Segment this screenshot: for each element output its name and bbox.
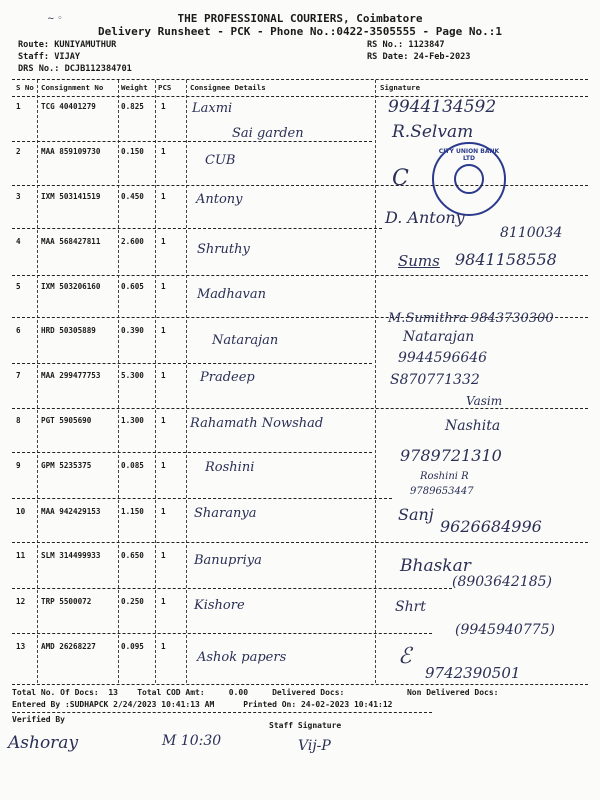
- row-consignee: CUB: [205, 153, 236, 168]
- row-pcs: 1: [161, 282, 166, 291]
- row-consignment: MAA 859109730: [41, 147, 101, 156]
- row-consignment: MAA 299477753: [41, 371, 101, 380]
- col-divider: [186, 80, 187, 683]
- row-sno: 6: [16, 326, 21, 335]
- scribble-mark: ~ ◦: [47, 14, 63, 24]
- company-title: THE PROFESSIONAL COURIERS, Coimbatore: [177, 12, 423, 25]
- row-signature-2: (9945940775): [455, 622, 555, 638]
- row-consignee: Antony: [196, 192, 243, 207]
- row-rule: [12, 588, 452, 589]
- row-signature-2: Vasim: [466, 394, 503, 408]
- rs-number: RS No.: 1123847: [367, 40, 445, 50]
- row-weight: 0.150: [121, 147, 144, 156]
- row-rule: [12, 228, 382, 229]
- verified-label: Verified By: [12, 715, 65, 724]
- route-label: Route: KUNIYAMUTHUR: [18, 40, 117, 50]
- row-sno: 5: [16, 282, 21, 291]
- row-pcs: 1: [161, 102, 166, 111]
- row-rule: [12, 408, 588, 409]
- row-consignment: TCG 40401279: [41, 102, 96, 111]
- staff-signature-label: Staff Signature: [269, 721, 342, 730]
- row-pcs: 1: [161, 642, 166, 651]
- drs-label: DRS No.: DCJB112384701: [18, 64, 132, 74]
- row-rule: [12, 185, 588, 186]
- row-consignee: Banupriya: [194, 553, 262, 568]
- col-consignment: Consignment No: [41, 83, 104, 92]
- col-divider: [375, 80, 376, 683]
- header-rule: [12, 96, 588, 97]
- row-signature-2: 8110034: [500, 225, 563, 241]
- row-signature: M.Sumithra 9843730300: [388, 311, 554, 326]
- row-signature-2: Roshini R: [420, 471, 469, 482]
- row-signature: 9789721310: [400, 446, 502, 465]
- row-weight: 0.250: [121, 597, 144, 606]
- route-block: [18, 39, 132, 75]
- row-consignee: Natarajan: [212, 333, 279, 348]
- col-weight: Weight: [121, 83, 148, 92]
- row-sno: 2: [16, 147, 21, 156]
- row-sno: 12: [16, 597, 26, 606]
- row-consignee: Ashok papers: [197, 650, 287, 665]
- row-consignment: MAA 568427811: [41, 237, 101, 246]
- row-sno: 13: [16, 642, 26, 651]
- row-rule: [12, 363, 372, 364]
- stamp-text: CITY UNION BANK LTD: [438, 148, 500, 162]
- row-weight: 1.300: [121, 416, 144, 425]
- row-sno: 11: [16, 551, 26, 560]
- table-bottom-rule: [12, 684, 588, 685]
- row-rule: [12, 452, 372, 453]
- row-signature: Sanj: [398, 505, 434, 524]
- row-pcs: 1: [161, 326, 166, 335]
- row-consignee: Kishore: [194, 598, 245, 613]
- row-signature-2: 9841158558: [455, 250, 557, 269]
- row-weight: 1.150: [121, 507, 144, 516]
- row-consignee: Rahamath Nowshad: [190, 416, 324, 431]
- row-weight: 0.825: [121, 102, 144, 111]
- row-consignee-line2: Sai garden: [232, 126, 304, 141]
- row-rule: [12, 633, 432, 634]
- row-pcs: 1: [161, 371, 166, 380]
- row-signature: Bhaskar: [400, 556, 471, 576]
- col-divider: [118, 80, 119, 683]
- row-rule: [12, 275, 588, 276]
- row-signature: S870771332: [390, 372, 480, 388]
- row-sno: 10: [16, 507, 26, 516]
- row-consignment: IXM 503141519: [41, 192, 101, 201]
- row-sno: 9: [16, 461, 21, 470]
- row-signature: Sums: [398, 252, 440, 270]
- row-sno: 4: [16, 237, 21, 246]
- row-weight: 0.085: [121, 461, 144, 470]
- rs-block: [367, 39, 470, 63]
- row-sno: 8: [16, 416, 21, 425]
- row-consignee: Sharanya: [194, 506, 257, 521]
- time-handwriting: M 10:30: [162, 733, 222, 749]
- col-sno: S No: [16, 83, 34, 92]
- verifier-signature: Ashoray: [8, 733, 79, 753]
- row-sno: 7: [16, 371, 21, 380]
- row-signature: 9742390501: [425, 664, 521, 682]
- row-rule: [12, 542, 588, 543]
- row-consignment: TRP 5500072: [41, 597, 92, 606]
- col-divider: [155, 80, 156, 683]
- staff-label: Staff: VIJAY: [18, 52, 81, 62]
- table-top-rule: [12, 79, 588, 80]
- footer-rule: [12, 712, 432, 713]
- col-signature: Signature: [380, 83, 421, 92]
- row-consignee: Pradeep: [200, 370, 255, 385]
- row-pcs: 1: [161, 507, 166, 516]
- row-consignee: Laxmi: [192, 101, 233, 116]
- row-pcs: 1: [161, 551, 166, 560]
- row-consignment: HRD 50305889: [41, 326, 96, 335]
- row-signature: 9944134592: [388, 97, 497, 117]
- row-consignment: GPM 5235375: [41, 461, 92, 470]
- row-signature-2: (8903642185): [452, 574, 552, 590]
- bank-stamp: [432, 142, 506, 216]
- row-consignment: MAA 942429153: [41, 507, 101, 516]
- row-consignee: Roshini: [205, 460, 255, 475]
- runsheet-title: Delivery Runsheet - PCK - Phone No.:0422-3505555 - Page No.:1: [98, 25, 502, 38]
- row-consignment: SLM 314499933: [41, 551, 101, 560]
- row-pcs: 1: [161, 237, 166, 246]
- row-signature-mark: ℰ: [398, 644, 412, 669]
- row-sno: 1: [16, 102, 21, 111]
- col-pcs: PCS: [158, 83, 172, 92]
- row-signature-3: 9944596646: [398, 350, 488, 366]
- row-consignment: AMD 26268227: [41, 642, 96, 651]
- row-consignment: IXM 503206160: [41, 282, 101, 291]
- row-rule: [12, 141, 372, 142]
- row-weight: 5.300: [121, 371, 144, 380]
- row-consignee: Shruthy: [197, 242, 250, 257]
- row-weight: 0.605: [121, 282, 144, 291]
- row-consignment: PGT 5905690: [41, 416, 92, 425]
- row-signature-3: 9789653447: [410, 486, 474, 497]
- row-consignee: Madhavan: [197, 287, 266, 302]
- row-signature: D. Antony: [385, 208, 465, 227]
- row-weight: 0.095: [121, 642, 144, 651]
- totals-line: Total No. Of Docs: 13 Total COD Amt: 0.00 Delivered Docs: Non Delivered Docs:: [12, 688, 499, 697]
- row-pcs: 1: [161, 147, 166, 156]
- row-weight: 0.390: [121, 326, 144, 335]
- row-pcs: 1: [161, 461, 166, 470]
- row-pcs: 1: [161, 192, 166, 201]
- rs-date: RS Date: 24-Feb-2023: [367, 52, 471, 62]
- staff-signature: Vij-P: [298, 738, 331, 754]
- row-signature: Nashita: [445, 418, 501, 434]
- col-divider: [37, 80, 38, 683]
- row-sno: 3: [16, 192, 21, 201]
- row-signature: Shrt: [395, 599, 426, 615]
- row-rule: [12, 498, 392, 499]
- row-signature-2: R.Selvam: [392, 122, 474, 142]
- row-weight: 2.600: [121, 237, 144, 246]
- row-pcs: 1: [161, 416, 166, 425]
- row-weight: 0.450: [121, 192, 144, 201]
- row-pcs: 1: [161, 597, 166, 606]
- row-signature-2: Natarajan: [403, 329, 475, 345]
- col-consignee: Consignee Details: [190, 83, 266, 92]
- row-weight: 0.650: [121, 551, 144, 560]
- entered-line: Entered By :SUDHAPCK 2/24/2023 10:41:13 AM Printed On: 24-02-2023 10:41:12: [12, 700, 393, 709]
- stamp-inner-ring: [454, 164, 484, 194]
- row-signature-3: C: [392, 166, 409, 191]
- row-signature-2: 9626684996: [440, 517, 542, 536]
